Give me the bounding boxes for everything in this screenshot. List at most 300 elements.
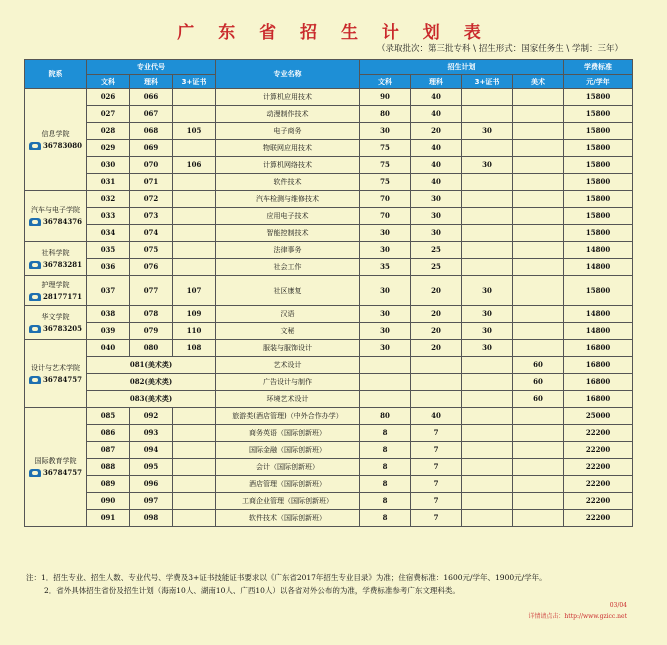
cell-code-like: 094: [130, 442, 173, 459]
cell-code-wenke: 036: [87, 259, 130, 276]
header-major-name: 专业名称: [216, 60, 360, 89]
table-body: [25, 89, 633, 527]
college-phone: [25, 216, 86, 228]
cell-plan-like: [411, 374, 462, 391]
cell-code-3plus: 109: [173, 306, 216, 323]
cell-major-name: 电子商务: [216, 123, 360, 140]
cell-code-wenke: 031: [87, 174, 130, 191]
cell-code-3plus: [173, 442, 216, 459]
cell-code-3plus: [173, 259, 216, 276]
cell-plan-wenke: 80: [360, 408, 411, 425]
cell-plan-meishu: [513, 123, 564, 140]
cell-code-like: 092: [130, 408, 173, 425]
cell-plan-wenke: 75: [360, 174, 411, 191]
table-row: [25, 225, 633, 242]
cell-code-3plus: [173, 510, 216, 527]
table-row: [25, 89, 633, 106]
college-cell: [25, 276, 87, 306]
table-row: [25, 510, 633, 527]
cell-code-3plus: 106: [173, 157, 216, 174]
cell-code-wenke: 033: [87, 208, 130, 225]
cell-major-name: 汽车检测与维修技术: [216, 191, 360, 208]
college-name: 华文学院: [41, 312, 70, 321]
table-row: [25, 276, 633, 306]
cell-plan-meishu: [513, 459, 564, 476]
cell-plan-wenke: 80: [360, 106, 411, 123]
cell-code-3plus: [173, 225, 216, 242]
phone-icon: [29, 261, 41, 269]
table-row: [25, 374, 633, 391]
cell-plan-3plus: [462, 259, 513, 276]
enrollment-plan-table: [24, 59, 633, 527]
cell-plan-wenke: 30: [360, 225, 411, 242]
cell-plan-wenke: 30: [360, 276, 411, 306]
cell-plan-like: 30: [411, 191, 462, 208]
cell-code-like: 075: [130, 242, 173, 259]
cell-code-like: 093: [130, 425, 173, 442]
cell-major-name: 国际金融（国际创新班）: [216, 442, 360, 459]
college-phone: [25, 291, 86, 303]
college-phone: [25, 259, 86, 271]
cell-major-name: 动漫制作技术: [216, 106, 360, 123]
cell-code-3plus: [173, 208, 216, 225]
table-row: [25, 340, 633, 357]
cell-tuition: 22200: [564, 459, 633, 476]
cell-plan-like: 20: [411, 340, 462, 357]
cell-major-name: 社区康复: [216, 276, 360, 306]
header-plan: 招生计划: [360, 60, 564, 75]
cell-plan-wenke: 30: [360, 323, 411, 340]
cell-plan-3plus: [462, 174, 513, 191]
cell-code-wenke: 091: [87, 510, 130, 527]
cell-plan-meishu: [513, 510, 564, 527]
cell-code-3plus: [173, 140, 216, 157]
cell-code-wenke: 087: [87, 442, 130, 459]
college-phone-number: 28177171: [43, 291, 82, 301]
cell-plan-wenke: 8: [360, 476, 411, 493]
cell-plan-meishu: [513, 242, 564, 259]
cell-plan-wenke: [360, 391, 411, 408]
cell-code-like: 072: [130, 191, 173, 208]
cell-plan-like: 7: [411, 510, 462, 527]
header-tuition: 学费标准: [564, 60, 633, 75]
cell-code-wenke: 030: [87, 157, 130, 174]
cell-major-name: 服装与服饰设计: [216, 340, 360, 357]
cell-tuition: 15800: [564, 191, 633, 208]
college-phone-number: 36784376: [43, 217, 82, 226]
cell-plan-3plus: [462, 242, 513, 259]
cell-code-3plus: [173, 106, 216, 123]
cell-plan-3plus: [462, 510, 513, 527]
table-row: [25, 476, 633, 493]
cell-code-wenke: 090: [87, 493, 130, 510]
cell-code-3plus: [173, 242, 216, 259]
college-phone: [25, 140, 86, 152]
cell-plan-wenke: 75: [360, 157, 411, 174]
footer-link[interactable]: 详情请点击：http://www.gzicc.net: [528, 613, 627, 620]
cell-art-code: 081(美术类): [87, 357, 216, 374]
cell-code-3plus: 107: [173, 276, 216, 306]
cell-plan-3plus: [462, 476, 513, 493]
cell-plan-meishu: [513, 425, 564, 442]
cell-plan-meishu: [513, 191, 564, 208]
cell-plan-meishu: 60: [513, 374, 564, 391]
header-code-3plus: 3+证书: [173, 75, 216, 89]
cell-major-name: 应用电子技术: [216, 208, 360, 225]
cell-plan-wenke: 90: [360, 89, 411, 106]
cell-code-3plus: [173, 174, 216, 191]
cell-major-name: 商务英语（国际创新班）: [216, 425, 360, 442]
cell-plan-3plus: [462, 357, 513, 374]
cell-plan-like: 7: [411, 459, 462, 476]
header-college: 院系: [25, 60, 87, 89]
header-code-like: 理科: [130, 75, 173, 89]
cell-major-name: 法律事务: [216, 242, 360, 259]
cell-code-wenke: 088: [87, 459, 130, 476]
cell-code-wenke: 085: [87, 408, 130, 425]
college-phone-number: 36783205: [43, 323, 82, 333]
cell-tuition: 15800: [564, 225, 633, 242]
header-major-code: 专业代号: [87, 60, 216, 75]
table-row: [25, 157, 633, 174]
college-cell: [25, 242, 87, 276]
college-phone: [25, 374, 86, 386]
cell-plan-like: 40: [411, 157, 462, 174]
cell-major-name: 艺术设计: [216, 357, 360, 374]
cell-code-wenke: 040: [87, 340, 130, 357]
college-name: 国际教育学院: [34, 457, 77, 465]
cell-code-like: 095: [130, 459, 173, 476]
cell-code-3plus: [173, 89, 216, 106]
cell-code-like: 097: [130, 493, 173, 510]
college-cell: [25, 89, 87, 191]
cell-plan-3plus: 30: [462, 123, 513, 140]
table-row: [25, 208, 633, 225]
cell-tuition: 16800: [564, 374, 633, 391]
cell-plan-3plus: 30: [462, 157, 513, 174]
cell-plan-like: 40: [411, 89, 462, 106]
header-plan-like: 理科: [411, 75, 462, 89]
college-name: 社科学院: [41, 248, 70, 257]
cell-code-3plus: [173, 459, 216, 476]
cell-tuition: 15800: [564, 208, 633, 225]
cell-code-wenke: 034: [87, 225, 130, 242]
phone-icon: [29, 325, 41, 333]
cell-major-name: 工商企业管理（国际创新班）: [216, 493, 360, 510]
cell-major-name: 计算机网络技术: [216, 157, 360, 174]
cell-code-3plus: [173, 476, 216, 493]
page-title: 广 东 省 招 生 计 划 表: [177, 23, 490, 43]
table-row: [25, 459, 633, 476]
cell-code-wenke: 027: [87, 106, 130, 123]
cell-major-name: 旅游类(酒店管理)（中外合作办学）: [216, 408, 360, 425]
cell-plan-3plus: 30: [462, 323, 513, 340]
cell-code-wenke: 029: [87, 140, 130, 157]
cell-plan-like: 20: [411, 123, 462, 140]
cell-tuition: 14800: [564, 323, 633, 340]
college-cell: [25, 191, 87, 242]
cell-plan-3plus: [462, 191, 513, 208]
cell-tuition: 22200: [564, 476, 633, 493]
cell-tuition: 15800: [564, 140, 633, 157]
table-row: [25, 425, 633, 442]
cell-plan-3plus: [462, 408, 513, 425]
header-plan-3plus: 3+证书: [462, 75, 513, 89]
cell-plan-wenke: 75: [360, 140, 411, 157]
phone-icon: [29, 469, 41, 477]
cell-plan-meishu: [513, 476, 564, 493]
cell-plan-3plus: [462, 459, 513, 476]
cell-plan-wenke: 8: [360, 510, 411, 527]
cell-plan-like: 40: [411, 106, 462, 123]
cell-tuition: 15800: [564, 89, 633, 106]
cell-plan-meishu: 60: [513, 357, 564, 374]
cell-plan-3plus: [462, 208, 513, 225]
phone-icon: [29, 218, 41, 226]
table-row: [25, 408, 633, 425]
cell-plan-wenke: [360, 357, 411, 374]
cell-tuition: 15800: [564, 276, 633, 306]
college-phone-number: 36784757: [43, 374, 82, 384]
cell-plan-meishu: [513, 276, 564, 306]
cell-plan-meishu: [513, 157, 564, 174]
cell-tuition: 16800: [564, 357, 633, 374]
table-row: [25, 357, 633, 374]
cell-plan-like: 25: [411, 242, 462, 259]
cell-plan-3plus: [462, 140, 513, 157]
cell-code-wenke: 038: [87, 306, 130, 323]
cell-plan-like: 7: [411, 442, 462, 459]
college-cell: [25, 306, 87, 340]
cell-plan-wenke: 30: [360, 306, 411, 323]
cell-code-wenke: 086: [87, 425, 130, 442]
cell-plan-like: 40: [411, 408, 462, 425]
cell-code-like: 070: [130, 157, 173, 174]
table-row: [25, 242, 633, 259]
header-code-wenke: 文科: [87, 75, 130, 89]
cell-code-like: 078: [130, 306, 173, 323]
cell-code-wenke: 035: [87, 242, 130, 259]
cell-tuition: 15800: [564, 157, 633, 174]
college-cell: [25, 340, 87, 408]
college-phone-number: 36784757: [43, 468, 82, 477]
table-row: [25, 140, 633, 157]
cell-tuition: 14800: [564, 259, 633, 276]
cell-plan-wenke: 8: [360, 459, 411, 476]
note-1: 注：1．招生专业、招生人数、专业代号、学费及3+证书技能证书要求以《广东省2017年招生专业目录》为准；住宿费标准：1600元/学年、1900元/学年。: [26, 573, 547, 582]
cell-major-name: 社会工作: [216, 259, 360, 276]
cell-plan-like: 30: [411, 208, 462, 225]
header-tuition-unit: 元/学年: [564, 75, 633, 89]
table-row: [25, 259, 633, 276]
cell-tuition: 22200: [564, 442, 633, 459]
cell-plan-meishu: [513, 89, 564, 106]
college-cell: [25, 408, 87, 527]
cell-tuition: 22200: [564, 493, 633, 510]
phone-icon: [29, 376, 41, 384]
table-row: [25, 493, 633, 510]
cell-plan-like: 7: [411, 476, 462, 493]
cell-tuition: 25000: [564, 408, 633, 425]
cell-code-like: 096: [130, 476, 173, 493]
page-number: 03/04: [609, 602, 627, 609]
table-row: [25, 323, 633, 340]
phone-icon: [29, 142, 41, 150]
cell-tuition: 22200: [564, 510, 633, 527]
cell-plan-3plus: [462, 225, 513, 242]
cell-plan-3plus: 30: [462, 306, 513, 323]
cell-code-like: 067: [130, 106, 173, 123]
cell-plan-3plus: [462, 106, 513, 123]
cell-plan-3plus: [462, 89, 513, 106]
cell-plan-meishu: [513, 106, 564, 123]
cell-plan-like: 20: [411, 276, 462, 306]
cell-major-name: 环境艺术设计: [216, 391, 360, 408]
cell-plan-meishu: [513, 493, 564, 510]
cell-major-name: 软件技术: [216, 174, 360, 191]
cell-plan-meishu: [513, 442, 564, 459]
cell-plan-wenke: 70: [360, 191, 411, 208]
table-row: [25, 106, 633, 123]
cell-tuition: 15800: [564, 106, 633, 123]
cell-plan-3plus: [462, 391, 513, 408]
cell-tuition: 16800: [564, 340, 633, 357]
page-subtitle: （录取批次：第三批专科 \ 招生形式：国家任务生 \ 学制：三年）: [376, 44, 623, 54]
cell-code-like: 076: [130, 259, 173, 276]
cell-plan-wenke: 70: [360, 208, 411, 225]
table-row: [25, 123, 633, 140]
cell-code-like: 071: [130, 174, 173, 191]
cell-plan-like: 7: [411, 425, 462, 442]
college-phone-number: 36783281: [43, 259, 82, 269]
cell-plan-like: 7: [411, 493, 462, 510]
cell-code-like: 077: [130, 276, 173, 306]
cell-code-3plus: [173, 408, 216, 425]
college-phone: [25, 323, 86, 335]
cell-plan-like: 30: [411, 225, 462, 242]
cell-plan-3plus: 30: [462, 276, 513, 306]
table-row: [25, 391, 633, 408]
cell-plan-like: 40: [411, 174, 462, 191]
cell-code-wenke: 089: [87, 476, 130, 493]
college-name: 护理学院: [41, 280, 70, 289]
cell-plan-wenke: 30: [360, 123, 411, 140]
cell-art-code: 083(美术类): [87, 391, 216, 408]
cell-code-like: 079: [130, 323, 173, 340]
college-name: 设计与艺术学院: [31, 363, 80, 372]
cell-plan-meishu: [513, 225, 564, 242]
cell-major-name: 智能控制技术: [216, 225, 360, 242]
cell-major-name: 会计（国际创新班）: [216, 459, 360, 476]
cell-plan-meishu: [513, 323, 564, 340]
cell-plan-like: 20: [411, 306, 462, 323]
cell-plan-wenke: 8: [360, 493, 411, 510]
cell-plan-wenke: [360, 374, 411, 391]
cell-plan-wenke: 8: [360, 442, 411, 459]
college-name: 信息学院: [41, 129, 70, 138]
cell-plan-meishu: [513, 306, 564, 323]
cell-plan-3plus: [462, 425, 513, 442]
college-phone: [25, 467, 86, 479]
cell-tuition: 15800: [564, 123, 633, 140]
cell-plan-like: 20: [411, 323, 462, 340]
cell-major-name: 计算机应用技术: [216, 89, 360, 106]
table-row: [25, 306, 633, 323]
cell-code-wenke: 032: [87, 191, 130, 208]
cell-plan-meishu: 60: [513, 391, 564, 408]
cell-plan-wenke: 30: [360, 340, 411, 357]
cell-plan-meishu: [513, 140, 564, 157]
cell-code-like: 069: [130, 140, 173, 157]
cell-code-like: 068: [130, 123, 173, 140]
cell-major-name: 广告设计与制作: [216, 374, 360, 391]
college-phone-number: 36783080: [43, 140, 82, 150]
cell-code-3plus: [173, 191, 216, 208]
note-2: 2．省外具体招生省份及招生计划（海南10人、湖南10人、广西10人）以各省对外公布的为准，学费标准参考广东文理科类。: [44, 586, 460, 595]
notes: [26, 571, 547, 597]
cell-art-code: 082(美术类): [87, 374, 216, 391]
cell-code-wenke: 028: [87, 123, 130, 140]
cell-plan-meishu: [513, 208, 564, 225]
cell-code-like: 074: [130, 225, 173, 242]
header-plan-meishu: 美术: [513, 75, 564, 89]
cell-plan-like: 40: [411, 140, 462, 157]
cell-code-3plus: 105: [173, 123, 216, 140]
cell-code-wenke: 039: [87, 323, 130, 340]
cell-plan-meishu: [513, 340, 564, 357]
cell-tuition: 14800: [564, 242, 633, 259]
cell-code-like: 066: [130, 89, 173, 106]
cell-code-like: 098: [130, 510, 173, 527]
table-row: [25, 191, 633, 208]
phone-icon: [29, 293, 41, 301]
cell-plan-3plus: [462, 493, 513, 510]
cell-code-wenke: 037: [87, 276, 130, 306]
cell-major-name: 软件技术（国际创新班）: [216, 510, 360, 527]
cell-code-like: 073: [130, 208, 173, 225]
cell-plan-3plus: 30: [462, 340, 513, 357]
cell-plan-3plus: [462, 442, 513, 459]
cell-plan-like: [411, 391, 462, 408]
cell-code-3plus: [173, 425, 216, 442]
cell-code-like: 080: [130, 340, 173, 357]
cell-code-wenke: 026: [87, 89, 130, 106]
cell-tuition: 14800: [564, 306, 633, 323]
cell-tuition: 22200: [564, 425, 633, 442]
cell-plan-meishu: [513, 259, 564, 276]
cell-major-name: 文秘: [216, 323, 360, 340]
cell-major-name: 酒店管理（国际创新班）: [216, 476, 360, 493]
cell-plan-like: 25: [411, 259, 462, 276]
cell-code-3plus: [173, 493, 216, 510]
cell-code-3plus: 110: [173, 323, 216, 340]
cell-major-name: 物联网应用技术: [216, 140, 360, 157]
cell-plan-like: [411, 357, 462, 374]
cell-plan-wenke: 8: [360, 425, 411, 442]
cell-major-name: 汉语: [216, 306, 360, 323]
cell-plan-wenke: 35: [360, 259, 411, 276]
cell-code-3plus: 108: [173, 340, 216, 357]
cell-plan-wenke: 30: [360, 242, 411, 259]
cell-plan-3plus: [462, 374, 513, 391]
college-name: 汽车与电子学院: [31, 206, 80, 214]
cell-tuition: 15800: [564, 174, 633, 191]
table-row: [25, 442, 633, 459]
cell-plan-meishu: [513, 408, 564, 425]
table-row: [25, 174, 633, 191]
header-plan-wenke: 文科: [360, 75, 411, 89]
cell-tuition: 16800: [564, 391, 633, 408]
